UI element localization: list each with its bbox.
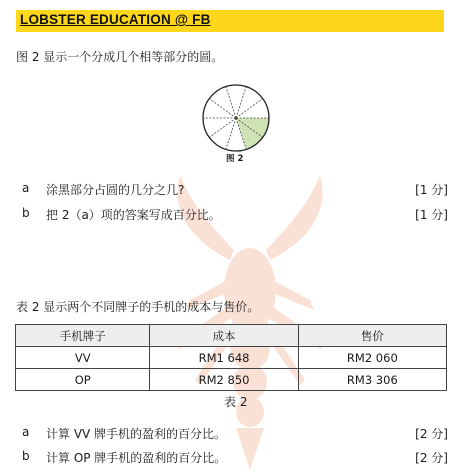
- sector-divider: [209, 99, 236, 118]
- q2-part-b-text: 计算 OP 牌手机的盈利的百分比。: [46, 451, 227, 465]
- phone-cost-table: [15, 324, 447, 391]
- q2-part-b-marks: [2 分]: [415, 451, 448, 465]
- q1-part-b-text: 把 2（a）项的答案写成百分比。: [46, 208, 221, 222]
- table-header-cell: 成本: [150, 325, 298, 347]
- table-cell: RM3 306: [298, 369, 446, 391]
- q1-part-b-label: b: [22, 206, 30, 220]
- table-cell: RM2 850: [150, 369, 298, 391]
- table-header-cell: 售价: [298, 325, 446, 347]
- table-header-row: [16, 325, 447, 347]
- q1-part-a-marks: [1 分]: [415, 183, 448, 197]
- q2-part-a-text: 计算 VV 牌手机的盈利的百分比。: [46, 427, 227, 441]
- divided-circle-figure: [200, 82, 272, 154]
- table-header-cell: 手机牌子: [16, 325, 150, 347]
- q1-part-b-marks: [1 分]: [415, 208, 448, 222]
- q1-part-a-label: a: [22, 181, 30, 195]
- sector-divider: [226, 87, 236, 118]
- table-row: [16, 369, 447, 391]
- table-caption: 表 2: [224, 395, 248, 409]
- q2-intro: 表 2 显示两个不同牌子的手机的成本与售价。: [16, 300, 260, 314]
- table-cell: OP: [16, 369, 150, 391]
- q1-part-a-text: 涂黑部分占圆的几分之几?: [46, 183, 185, 197]
- q2-part-a-label: a: [22, 425, 30, 439]
- q2-part-a-marks: [2 分]: [415, 427, 448, 441]
- table-row: [16, 347, 447, 369]
- header-title: LOBSTER EDUCATION @ FB: [20, 12, 211, 27]
- figure-label: 图 2: [226, 154, 244, 164]
- table-cell: RM1 648: [150, 347, 298, 369]
- table-cell: RM2 060: [298, 347, 446, 369]
- sector-divider: [236, 87, 246, 118]
- sector-divider: [226, 118, 236, 149]
- sector-divider: [236, 99, 263, 118]
- q1-intro: 图 2 显示一个分成几个相等部分的圆。: [16, 50, 224, 64]
- table-cell: VV: [16, 347, 150, 369]
- header-bar: [16, 10, 444, 32]
- sector-divider: [209, 118, 236, 137]
- q2-part-b-label: b: [22, 449, 30, 463]
